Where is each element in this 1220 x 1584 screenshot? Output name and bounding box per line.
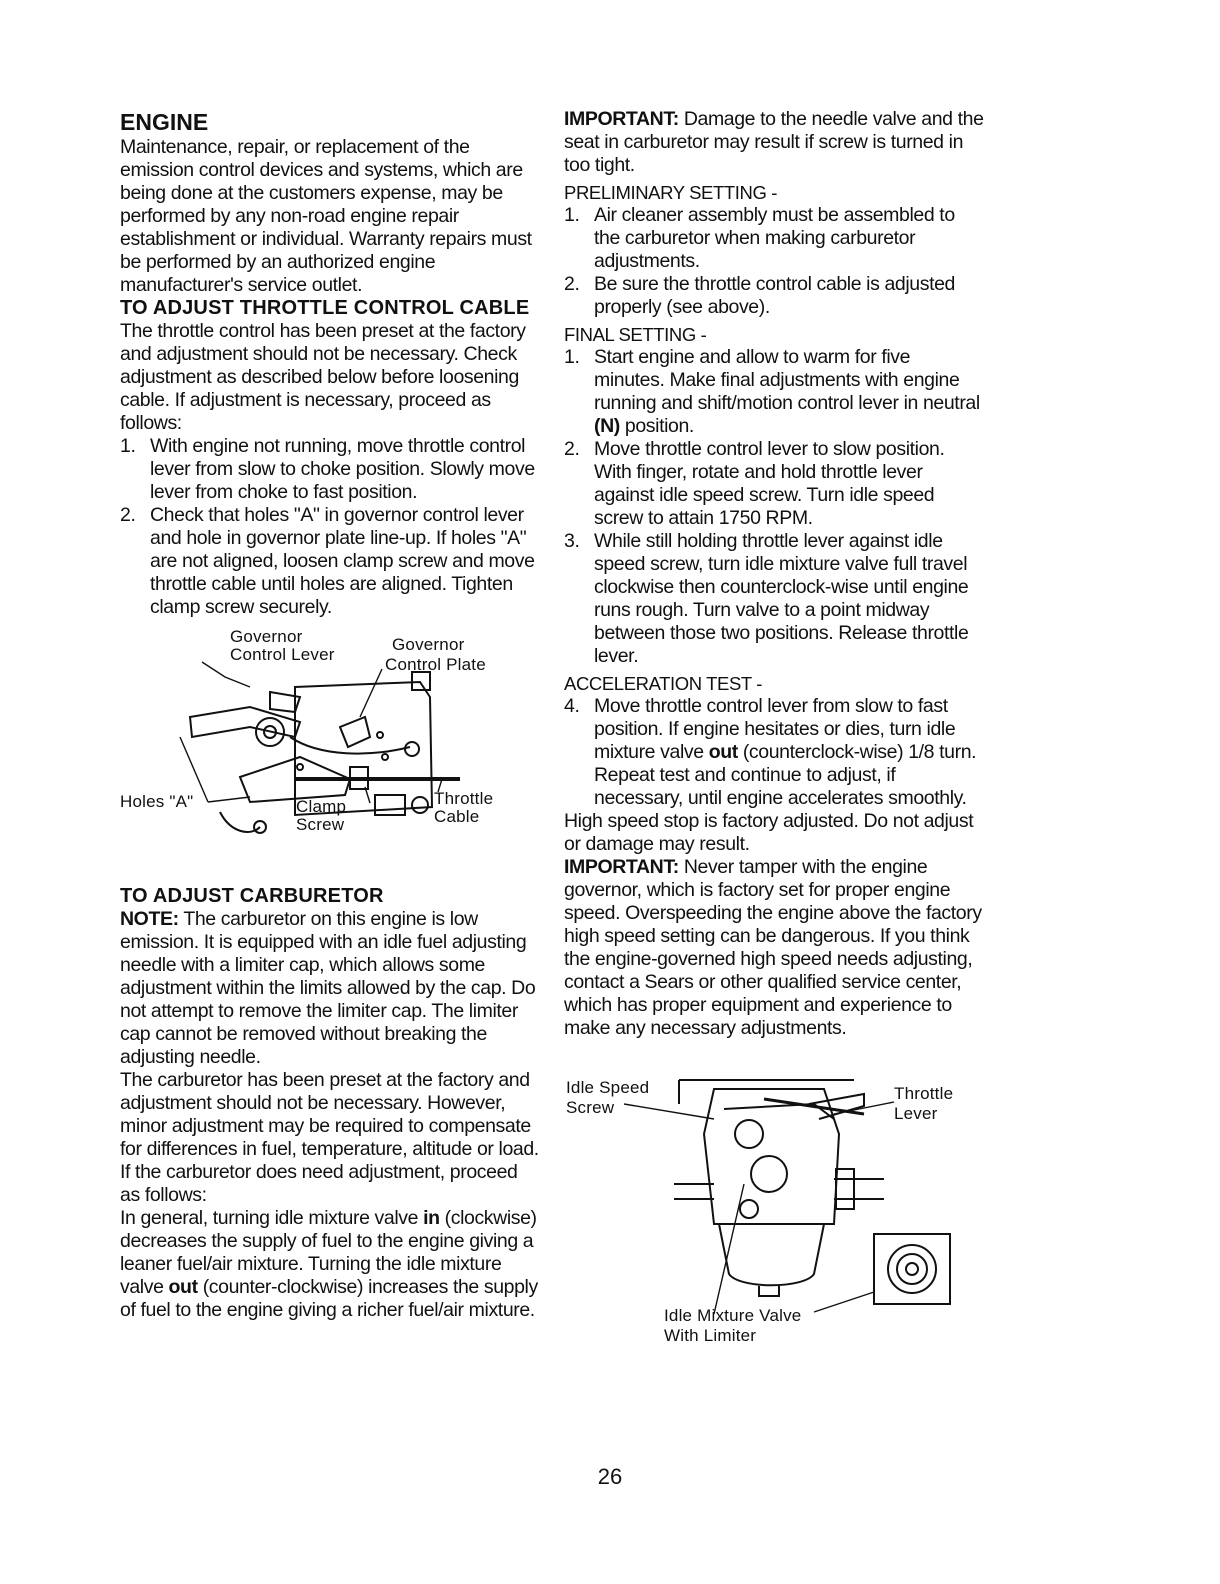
label-idle-mixture-valve-1: Idle Mixture Valve [664,1306,802,1325]
list-item: 4. Move throttle control lever from slow to fast position. If engine hesitates or dies, turn idle mixture valve out (counterclock-wise) 1/8 turn. Repeat test and continue to adjust, if necessary, until engine accelerates smoothly. [564,695,977,809]
final-steps [564,346,984,668]
important-paragraph-1: IMPORTANT: Damage to the needle valve and the seat in carburetor may result if screw is turned in too tight. [564,108,984,176]
carburetor-paragraph: The carburetor has been preset at the factory and adjustment should not be necessary. However, minor adjustment may be required to compensate for differences in fuel, temperature, altitude or load. If the carburetor does need adjustment, proceed as follows: [120,1069,539,1206]
list-item: 2. Be sure the throttle control cable is adjusted properly (see above). [564,273,955,318]
left-column [120,108,540,1322]
label-governor-control-plate-2: Control Plate [385,655,486,674]
label-holes-a: Holes "A" [120,792,194,811]
throttle-steps [120,435,540,619]
governor-figure [120,627,540,875]
list-item: 3. While still holding throttle lever against idle speed screw, turn idle mixture valve full travel clockwise then counterclock-wise until engine runs rough. Turn valve to a point midway between those two positions. Release throttle lever. [564,530,969,667]
label-throttle-cable-2: Cable [434,807,480,826]
label-throttle-cable-1: Throttle [434,789,494,808]
right-column [564,108,984,1354]
list-item: 1. Air cleaner assembly must be assembled to the carburetor when making carburetor adjustments. [564,204,955,272]
label-clamp-screw-2: Screw [296,815,345,834]
preliminary-steps [564,204,984,319]
page-number: 26 [597,1464,623,1489]
acceleration-steps [564,695,984,810]
label-throttle-lever-2: Lever [894,1104,938,1123]
label-idle-mixture-valve-2: With Limiter [664,1326,757,1345]
preliminary-heading: PRELIMINARY SETTING - [564,182,777,203]
carburetor-figure [564,1074,984,1354]
label-throttle-lever-1: Throttle [894,1084,954,1103]
throttle-paragraph: The throttle control has been preset at the factory and adjustment should not be necessary. Check adjustment as described below before loosening cable. If adjustment is necessary, proceed as follows: [120,320,526,434]
general-paragraph: In general, turning idle mixture valve in (clockwise) decreases the supply of fuel to the engine giving a leaner fuel/air mixture. Turning the idle mixture valve out (counter-clockwise) increases the supply of fuel to the engine giving a richer fuel/air mixture. [120,1207,538,1321]
carburetor-heading: TO ADJUST CARBURETOR [120,885,384,907]
list-item: 1. With engine not running, move throttle control lever from slow to choke position. Slowly move lever from choke to fast position. [120,435,535,503]
label-governor-control-lever-1: Governor [230,627,303,646]
list-item: 2. Move throttle control lever to slow position. With finger, rotate and hold throttle lever against idle speed screw. Turn idle speed screw to attain 1750 RPM. [564,438,945,529]
label-idle-speed-screw-2: Screw [566,1098,615,1117]
list-item: 1. Start engine and allow to warm for five minutes. Make final adjustments with engine running and shift/motion control lever in neutral (N) position. [564,346,980,437]
throttle-heading: TO ADJUST THROTTLE CONTROL CABLE [120,297,530,319]
important-paragraph-2: IMPORTANT: Never tamper with the engine governor, which is factory set for proper engine speed. Overspeeding the engine above the factory high speed setting can be dangerous. If you think the engine-governed high speed needs adjusting, contact a Sears or other qualified service center, which has proper equipment and experience to make any necessary adjustments. [564,856,982,1039]
acceleration-heading: ACCELERATION TEST - [564,673,762,694]
high-speed-paragraph: High speed stop is factory adjusted. Do not adjust or damage may result. [564,810,974,855]
final-heading: FINAL SETTING - [564,324,707,345]
label-clamp-screw-1: Clamp [296,797,347,816]
label-governor-control-plate-1: Governor [392,635,465,654]
note-paragraph: NOTE: The carburetor on this engine is low emission. It is equipped with an idle fuel adjusting needle with a limiter cap, which allows some adjustment within the limits allowed by the cap. Do not attempt to remove the limiter cap. The limiter cap cannot be removed without breaking the adjusting needle. [120,908,536,1068]
list-item: 2. Check that holes "A" in governor control lever and hole in governor plate line-up. If holes "A" are not aligned, loosen clamp screw and move throttle cable until holes are aligned. Tighten clamp screw securely. [120,504,535,618]
engine-paragraph: Maintenance, repair, or replacement of the emission control devices and systems, which are being done at the customers expense, may be performed by any non-road engine repair establishment or individual. Warranty repairs must be performed by an authorized engine manufacturer's service outlet. [120,136,532,296]
label-governor-control-lever-2: Control Lever [230,645,335,664]
engine-heading: ENGINE [120,109,209,135]
label-idle-speed-screw-1: Idle Speed [566,1078,650,1097]
